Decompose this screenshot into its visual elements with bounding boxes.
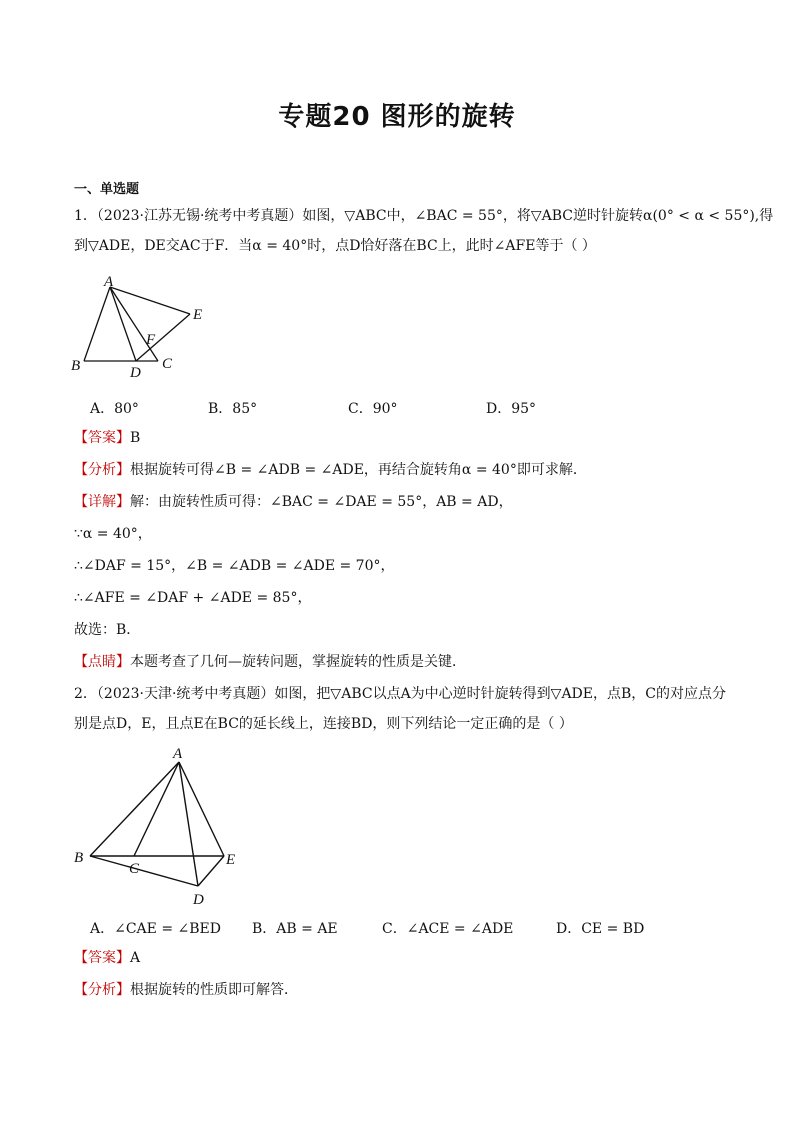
analysis-text: 根据旋转可得∠B = ∠ADB = ∠ADE，再结合旋转角α = 40°即可求解． (130, 462, 587, 478)
q1-label-a: A (104, 274, 114, 290)
answer-value: A (130, 950, 141, 966)
q2-label-e: E (226, 852, 236, 868)
q1-label-d: D (130, 365, 141, 381)
q1-seg-de (136, 314, 190, 361)
section-heading: 一、单选题 (74, 182, 140, 197)
q2-stem-line2: 别是点D，E，且点E在BC的延长线上，连接BD，则下列结论一定正确的是（ ） (74, 716, 573, 732)
q1-label-c: C (162, 356, 173, 372)
q1-comment (74, 652, 466, 672)
q1-seg-ad (110, 287, 136, 361)
q2-seg-de (198, 856, 224, 886)
q1-figure (66, 272, 216, 382)
q2-answer (74, 948, 140, 968)
q2-seg-bd (90, 856, 198, 886)
q1-seg-ae (110, 287, 190, 314)
q1-option-c: C．90° (348, 401, 398, 417)
detail-text: 解：由旋转性质可得：∠BAC = ∠DAE = 55°，AB = AD， (130, 494, 513, 510)
q2-seg-ac (134, 762, 179, 856)
q2-option-c: C．∠ACE = ∠ADE (382, 921, 514, 937)
analysis-text: 根据旋转的性质即可解答． (130, 982, 298, 998)
q2-label-c: C (129, 861, 140, 877)
analysis-tag: 【分析】 (74, 982, 130, 998)
q2-option-a: A．∠CAE = ∠BED (90, 921, 221, 937)
detail-tag: 【详解】 (74, 494, 130, 510)
answer-tag: 【答案】 (74, 430, 130, 446)
q2-label-b: B (74, 850, 84, 866)
analysis-tag: 【分析】 (74, 462, 130, 478)
q2-figure (66, 740, 256, 912)
q1-choose: 故选：B． (74, 622, 141, 638)
q2-option-d: D．CE = BD (556, 921, 645, 937)
q1-step3: ∴∠AFE = ∠DAF + ∠ADE = 85°， (74, 590, 312, 606)
q1-step1: ∵α = 40°， (74, 526, 152, 542)
q1-option-a: A．80° (90, 401, 139, 417)
q1-label-e: E (193, 307, 203, 323)
comment-text: 本题考查了几何—旋转问题，掌握旋转的性质是关键． (130, 654, 466, 670)
q1-analysis (74, 460, 587, 480)
answer-value: B (130, 430, 141, 446)
q1-stem-line2: 到▽ADE，DE交AC于F．当α = 40°时，点D恰好落在BC上，此时∠AFE等于（ ） (74, 238, 596, 254)
q2-label-d: D (193, 892, 204, 908)
q1-seg-ab (84, 287, 110, 361)
page-title: 专题20 图形的旋转 (278, 102, 516, 132)
q1-detail (74, 492, 513, 512)
q2-stem-line1: 2．（2023·天津·统考中考真题）如图，把▽ABC以点A为中心逆时针旋转得到▽ADE，点B，C的对应点分 (74, 686, 727, 702)
q1-step2: ∴∠DAF = 15°，∠B = ∠ADB = ∠ADE = 70°， (74, 558, 395, 574)
q1-answer (74, 428, 140, 448)
comment-tag: 【点睛】 (74, 654, 130, 670)
q1-seg-ac (110, 287, 158, 361)
q1-label-b: B (71, 358, 81, 374)
q1-option-d: D．95° (486, 401, 537, 417)
q1-stem-line1: 1．（2023·江苏无锡·统考中考真题）如图，▽ABC中，∠BAC = 55°，将▽ABC逆时针旋转α(0° < α < 55°),得 (74, 208, 774, 224)
q2-analysis (74, 980, 298, 1000)
q2-option-b: B．AB = AE (252, 921, 338, 937)
answer-tag: 【答案】 (74, 950, 130, 966)
q2-label-a: A (173, 746, 183, 762)
q2-seg-ab (90, 762, 179, 856)
q1-label-f: F (146, 332, 156, 348)
q1-option-b: B．85° (208, 401, 258, 417)
